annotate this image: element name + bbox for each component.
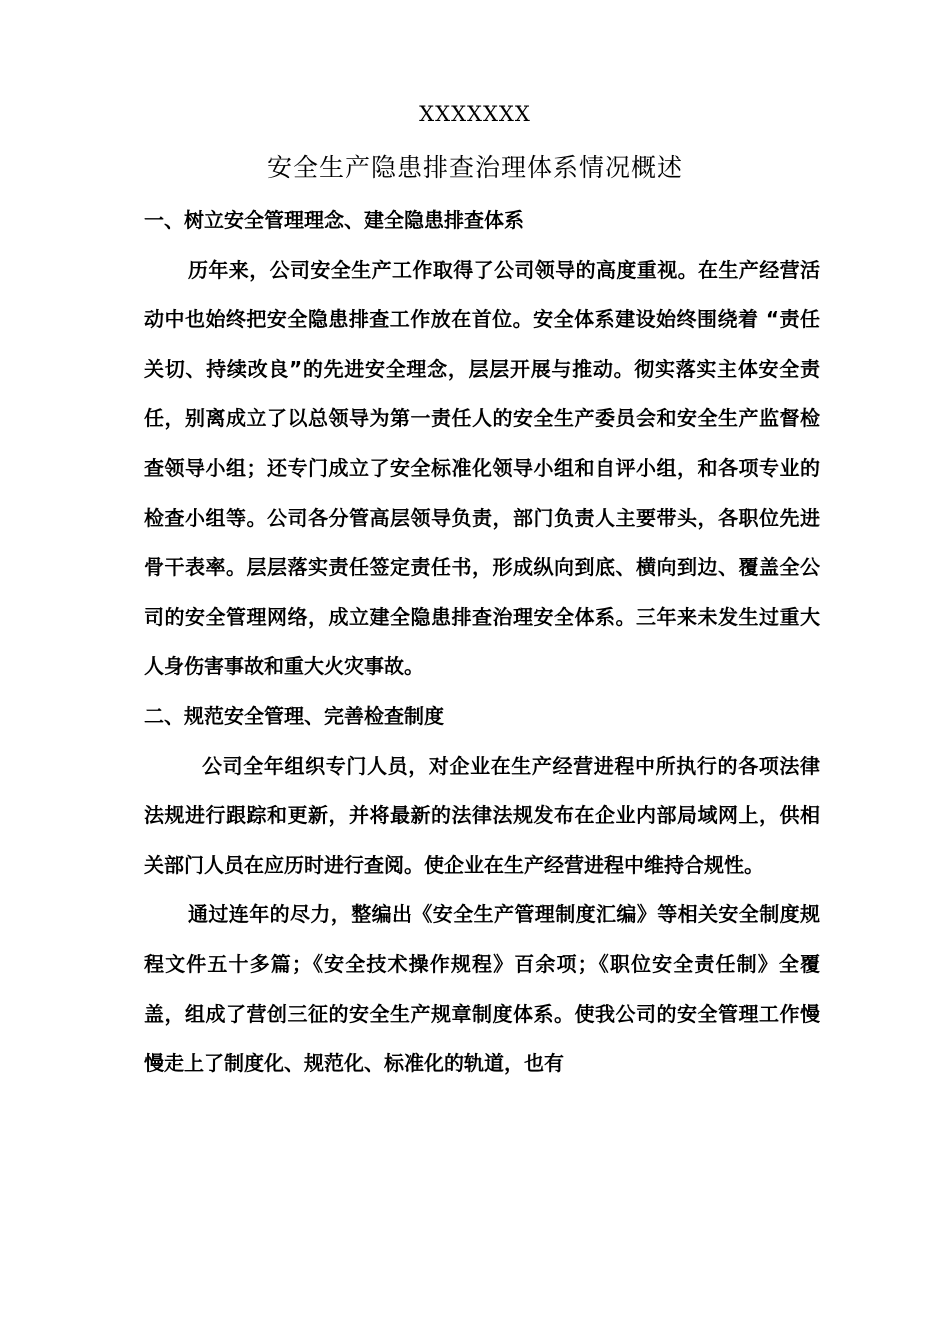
- paragraph: 公司全年组织专门人员，对企业在生产经营进程中所执行的各项法律法规进行跟踪和更新，并将最新的法律法规发布在企业内部局域网上，供相关部门人员在应历时进行查阅。使企业在生产经营进程中维持合规性。: [144, 753, 820, 877]
- paragraph: 历年来，公司安全生产工作取得了公司领导的高度重视。在生产经营活动中也始终把安全隐患排查工作放在首位。安全体系建设始终围绕着 “责任关切、持续改良”的先进安全理念，层层开展与推动。彻实落实主体安全责任，别离成立了以总领导为第一责任人的安全生产委员会和安全生产监督检查领导小组；还专门成立了安全标准化领导小组和自评小组，和各项专业的检查小组等。公司各分管高层领导负责，部门负责人主要带头，各职位先进骨干表率。层层落实责任签定责任书，形成纵向到底、横向到边、覆盖全公司的安全管理网络，成立建全隐患排查治理安全体系。三年来未发生过重大人身伤害事故和重大火灾事故。: [144, 257, 820, 679]
- organization-name: XXXXXXX: [419, 102, 531, 126]
- paragraph: 通过连年的尽力，整编出《安全生产管理制度汇编》等相关安全制度规程文件五十多篇；《安全技术操作规程》百余项；《职位安全责任制》全覆盖，组成了营创三征的安全生产规章制度体系。使我公司的安全管理工作慢慢走上了制度化、规范化、标准化的轨道，也有: [144, 902, 820, 1076]
- section-heading: 二、规范安全管理、完善检查制度: [144, 703, 444, 728]
- section-heading: 一、树立安全管理理念、建全隐患排查体系: [144, 208, 524, 232]
- document-body: [144, 196, 820, 1089]
- document-title: 安全生产隐患排查治理体系情况概述: [266, 153, 683, 182]
